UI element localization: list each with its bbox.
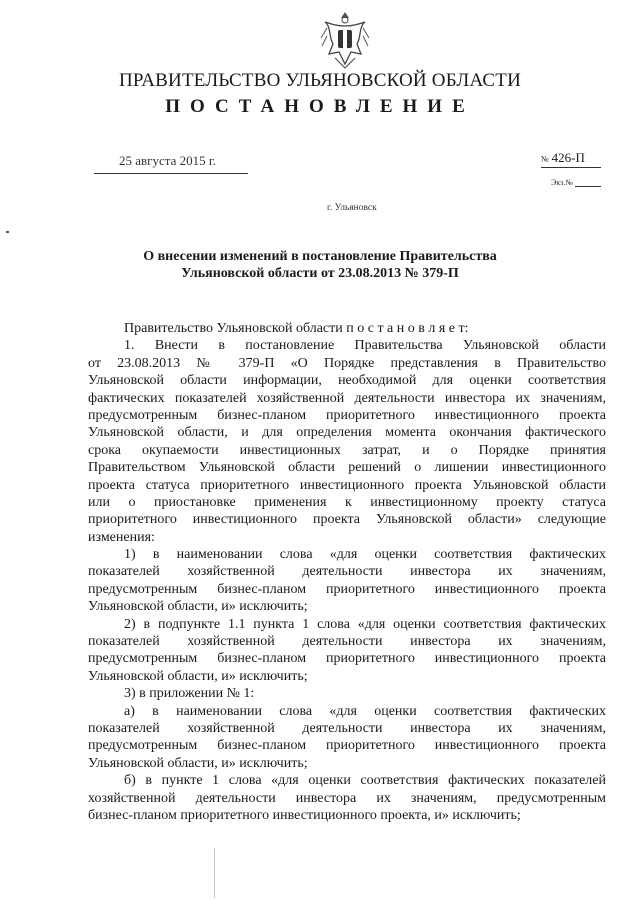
body-text-line: Правительство Ульяновской области п о с т а н о в л я е т: — [124, 321, 469, 336]
body-text-line: 1. Внести в постановление Правительства Ульяновской области — [124, 338, 606, 354]
document-subject — [0, 248, 640, 282]
body-text-line: или о приостановке применения к инвестиционному проекту статуса — [88, 494, 606, 510]
document-type-title: ПОСТАНОВЛЕНИЕ — [165, 96, 475, 117]
body-text-line: предусмотренным бизнес-планом приоритетного инвестиционного проекта — [88, 581, 606, 597]
number-value: 426-П — [551, 150, 585, 165]
body-text-line: Ульяновской области, и для определения момента окончания фактического — [88, 425, 606, 441]
body-text-line: Правительством Ульяновской области решений о лишении инвестиционного — [88, 460, 606, 476]
subject-line: Ульяновской области от 23.08.2013 № 379-П — [181, 266, 459, 281]
body-text-line: предусмотренным бизнес-планом приоритетного инвестиционного проекта — [88, 407, 606, 423]
body-text-line: показателей хозяйственной деятельности инвестора их значениям, — [88, 564, 606, 580]
body-text-line: Ульяновской области, и» исключить; — [88, 755, 308, 771]
body-text-line: Ульяновской области информации, необходимой для оценки соответствия — [88, 373, 606, 389]
document-body — [88, 320, 606, 824]
body-text-line: от 23.08.2013 № 379-П «О Порядке представления в Правительство — [88, 355, 606, 371]
body-text-line: показателей хозяйственной деятельности инвестора их значениям, — [88, 720, 606, 736]
body-text-line: Ульяновской области, и» исключить; — [88, 599, 308, 615]
body-text-line: фактических показателей хозяйственной деятельности инвестора их значениям, — [88, 390, 606, 406]
scan-mark — [214, 848, 215, 898]
city-name: г. Ульяновск — [327, 203, 377, 213]
body-text-line: хозяйственной деятельности инвестора их значениям, предусмотренным — [88, 790, 606, 806]
document-date: 25 августа 2015 г. — [119, 153, 216, 168]
copy-number-label: Экз.№ — [551, 178, 573, 187]
government-title: ПРАВИТЕЛЬСТВО УЛЬЯНОВСКОЙ ОБЛАСТИ — [118, 70, 522, 91]
body-text-line: 1) в наименовании слова «для оценки соответствия фактических — [124, 547, 606, 563]
copy-number-underline — [575, 186, 601, 187]
number-sign: № — [541, 154, 549, 164]
number-underline — [541, 167, 601, 168]
body-text-line: а) в наименовании слова «для оценки соответствия фактических — [124, 703, 606, 719]
scan-mark — [6, 231, 9, 233]
document-number — [541, 150, 585, 166]
body-text-line: Ульяновской области, и» исключить; — [88, 668, 308, 684]
coat-of-arms-emblem — [319, 8, 371, 70]
subject-line: О внесении изменений в постановление Правительства — [143, 249, 497, 264]
body-text-line: бизнес-планом приоритетного инвестиционного проекта, и» исключить; — [88, 807, 521, 823]
body-text-line: приоритетного инвестиционного проекта Ульяновской области» следующие — [88, 512, 606, 528]
date-underline — [94, 173, 248, 174]
body-text-line: предусмотренным бизнес-планом приоритетного инвестиционного проекта — [88, 651, 606, 667]
body-text-line: срока окупаемости инвестиционных затрат, и о Порядке принятия — [88, 442, 606, 458]
body-text-line: 2) в подпункте 1.1 пункта 1 слова «для оценки соответствия фактических — [124, 616, 606, 632]
body-text-line: предусмотренным бизнес-планом приоритетного инвестиционного проекта — [88, 738, 606, 754]
body-text-line: б) в пункте 1 слова «для оценки соответствия фактических показателей — [124, 773, 606, 789]
body-text-line: проекта статуса приоритетного инвестиционного проекта Ульяновской области — [88, 477, 606, 493]
body-text-line: 3) в приложении № 1: — [124, 686, 255, 702]
body-text-line: показателей хозяйственной деятельности инвестора их значениям, — [88, 634, 606, 650]
body-text-line: изменения: — [88, 529, 155, 545]
